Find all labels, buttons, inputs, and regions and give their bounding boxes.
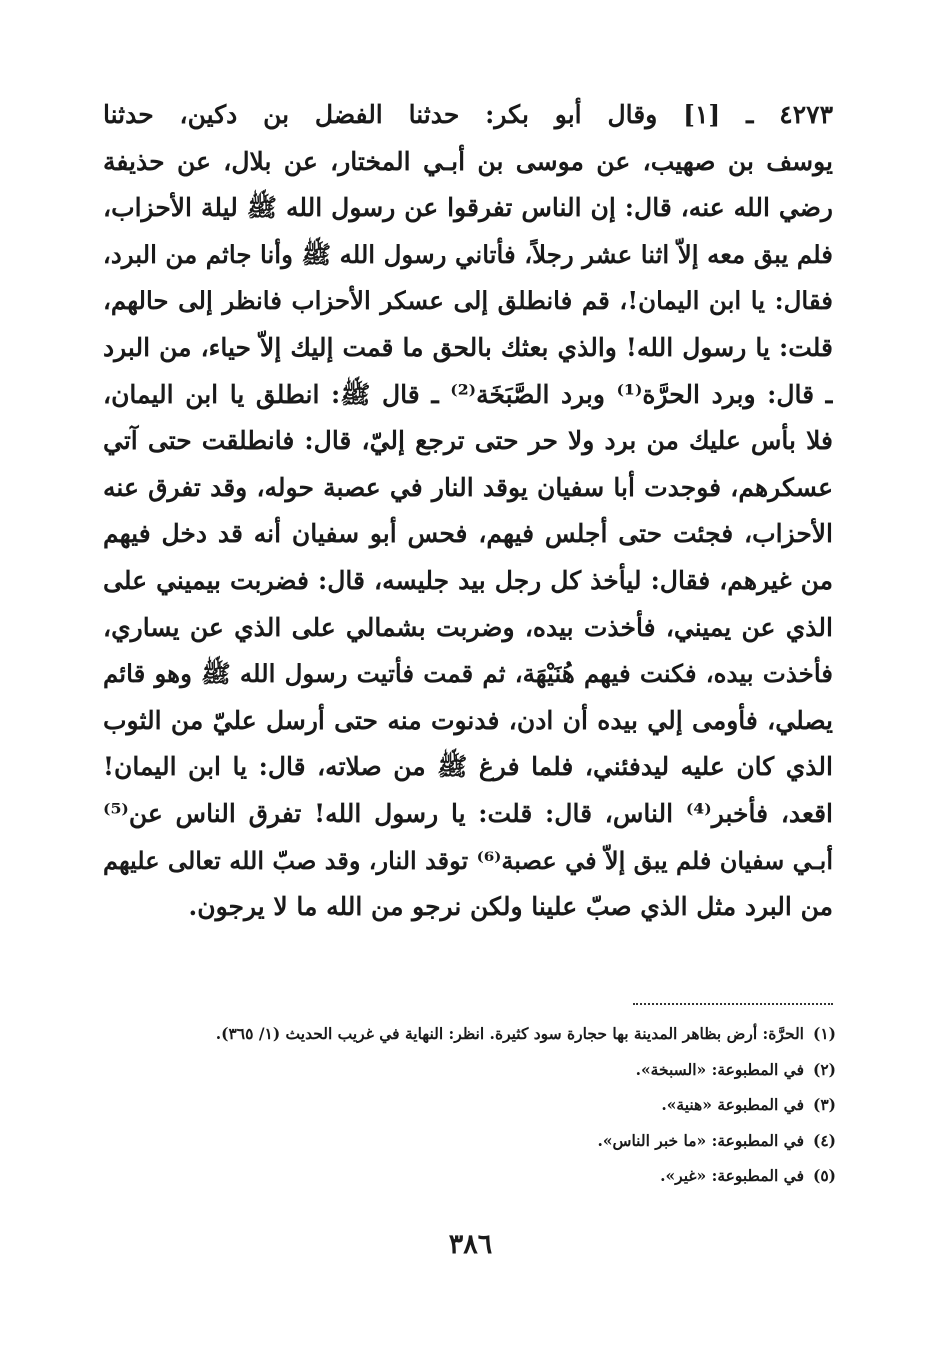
- footnote-number: (٤): [812, 1130, 836, 1150]
- footnote: [103, 1158, 836, 1194]
- footnote-number: (٣): [812, 1095, 836, 1115]
- text-line: من غيرهم، فقال: ليأخذ كل رجل بيد جليسه، قال: فضربت بيميني على: [103, 565, 833, 595]
- footnotes: [103, 1016, 836, 1194]
- text-line: الأحزاب، فجئت حتى أجلس فيهم، فحس أبو سفيان أنه قد دخل فيهم: [103, 519, 833, 549]
- footnote-text: الحرَّة: أرض بظاهر المدينة بها حجارة سود كثيرة. انظر: النهاية في غريب الحديث (١/ ٣٦٥).: [215, 1024, 804, 1043]
- text-line: الذي كان عليه ليدفئني، فلما فرغ ﷺ من صلاته، قال: يا ابن اليمان!: [103, 752, 833, 782]
- text-line: فلم يبق معه إلاّ اثنا عشر رجلاً، فأتاني رسول الله ﷺ وأنا جاثم من البرد،: [103, 239, 833, 269]
- footnote-number: (٢): [812, 1059, 836, 1079]
- text-line: الذي عن يميني، فأخذت بيده، وضربت بشمالي على الذي عن يساري،: [103, 612, 833, 642]
- text-line: فقال: يا ابن اليمان!، قم فانطلق إلى عسكر الأحزاب فانظر إلى حالهم،: [103, 286, 833, 316]
- text-line: عسكرهم، فوجدت أبا سفيان يوقد النار في عصبة حوله، وقد تفرق عنه: [103, 472, 833, 502]
- footnote: [103, 1052, 836, 1088]
- page-number: ٣٨٦: [448, 1229, 493, 1260]
- footnote: [103, 1087, 836, 1123]
- text-line: قلت: يا رسول الله! والذي بعثك بالحق ما قمت إليك إلاّ حياء، من البرد: [103, 332, 833, 362]
- footnote-number: (١): [812, 1024, 836, 1043]
- footnote-number: (٥): [812, 1166, 836, 1186]
- text-line: ـ قال: وبرد الحرَّة⁽¹⁾ وبرد الصَّبَخَة⁽²⁾ ـ قال ﷺ: انطلق يا ابن اليمان،: [103, 379, 833, 409]
- text-line: رضي الله عنه، قال: إن الناس تفرقوا عن رسول الله ﷺ ليلة الأحزاب،: [103, 193, 833, 223]
- text-line: أبـي سفيان فلم يبق إلاّ في عصبة⁽⁶⁾ توقد النار، وقد صبّ الله تعالى عليهم: [103, 845, 833, 875]
- hadith-text: [103, 92, 833, 931]
- text-line: يصلي، فأومى إلي بيده أن ادن، فدنوت منه حتى أرسل عليّ من الثوب: [103, 705, 833, 735]
- footnote-text: في المطبوعة: «ما خبر الناس».: [597, 1130, 804, 1150]
- text-line: فأخذت بيده، فكنت فيهم هُنَيْهَة، ثم قمت فأتيت رسول الله ﷺ وهو قائم: [103, 659, 833, 689]
- text-line: اقعد، فأخبر⁽⁴⁾ الناس، قال: قلت: يا رسول الله! تفرق الناس عن⁽⁵⁾: [103, 798, 833, 828]
- text-line: ٤٢٧٣ ـ [١] وقال أبو بكر: حدثنا الفضل بن دكين، حدثنا: [103, 100, 833, 129]
- footnote-text: في المطبوعة «هنية».: [661, 1095, 804, 1115]
- footnote-text: في المطبوعة: «السبخة».: [635, 1059, 804, 1079]
- text-line: من البرد مثل الذي صبّ علينا ولكن نرجو من الله ما لا يرجون.: [188, 892, 833, 922]
- text-line: يوسف بن صهيب، عن موسى بن أبـي المختار، عن بلال، عن حذيفة: [103, 146, 833, 176]
- footnote-separator: [633, 1003, 833, 1005]
- footnote-text: في المطبوعة: «غير».: [660, 1166, 804, 1186]
- footnote: [103, 1123, 836, 1159]
- footnote: [103, 1016, 836, 1052]
- text-line: فلا بأس عليك من برد ولا حر حتى ترجع إليّ، قال: فانطلقت حتى آتي: [103, 426, 833, 456]
